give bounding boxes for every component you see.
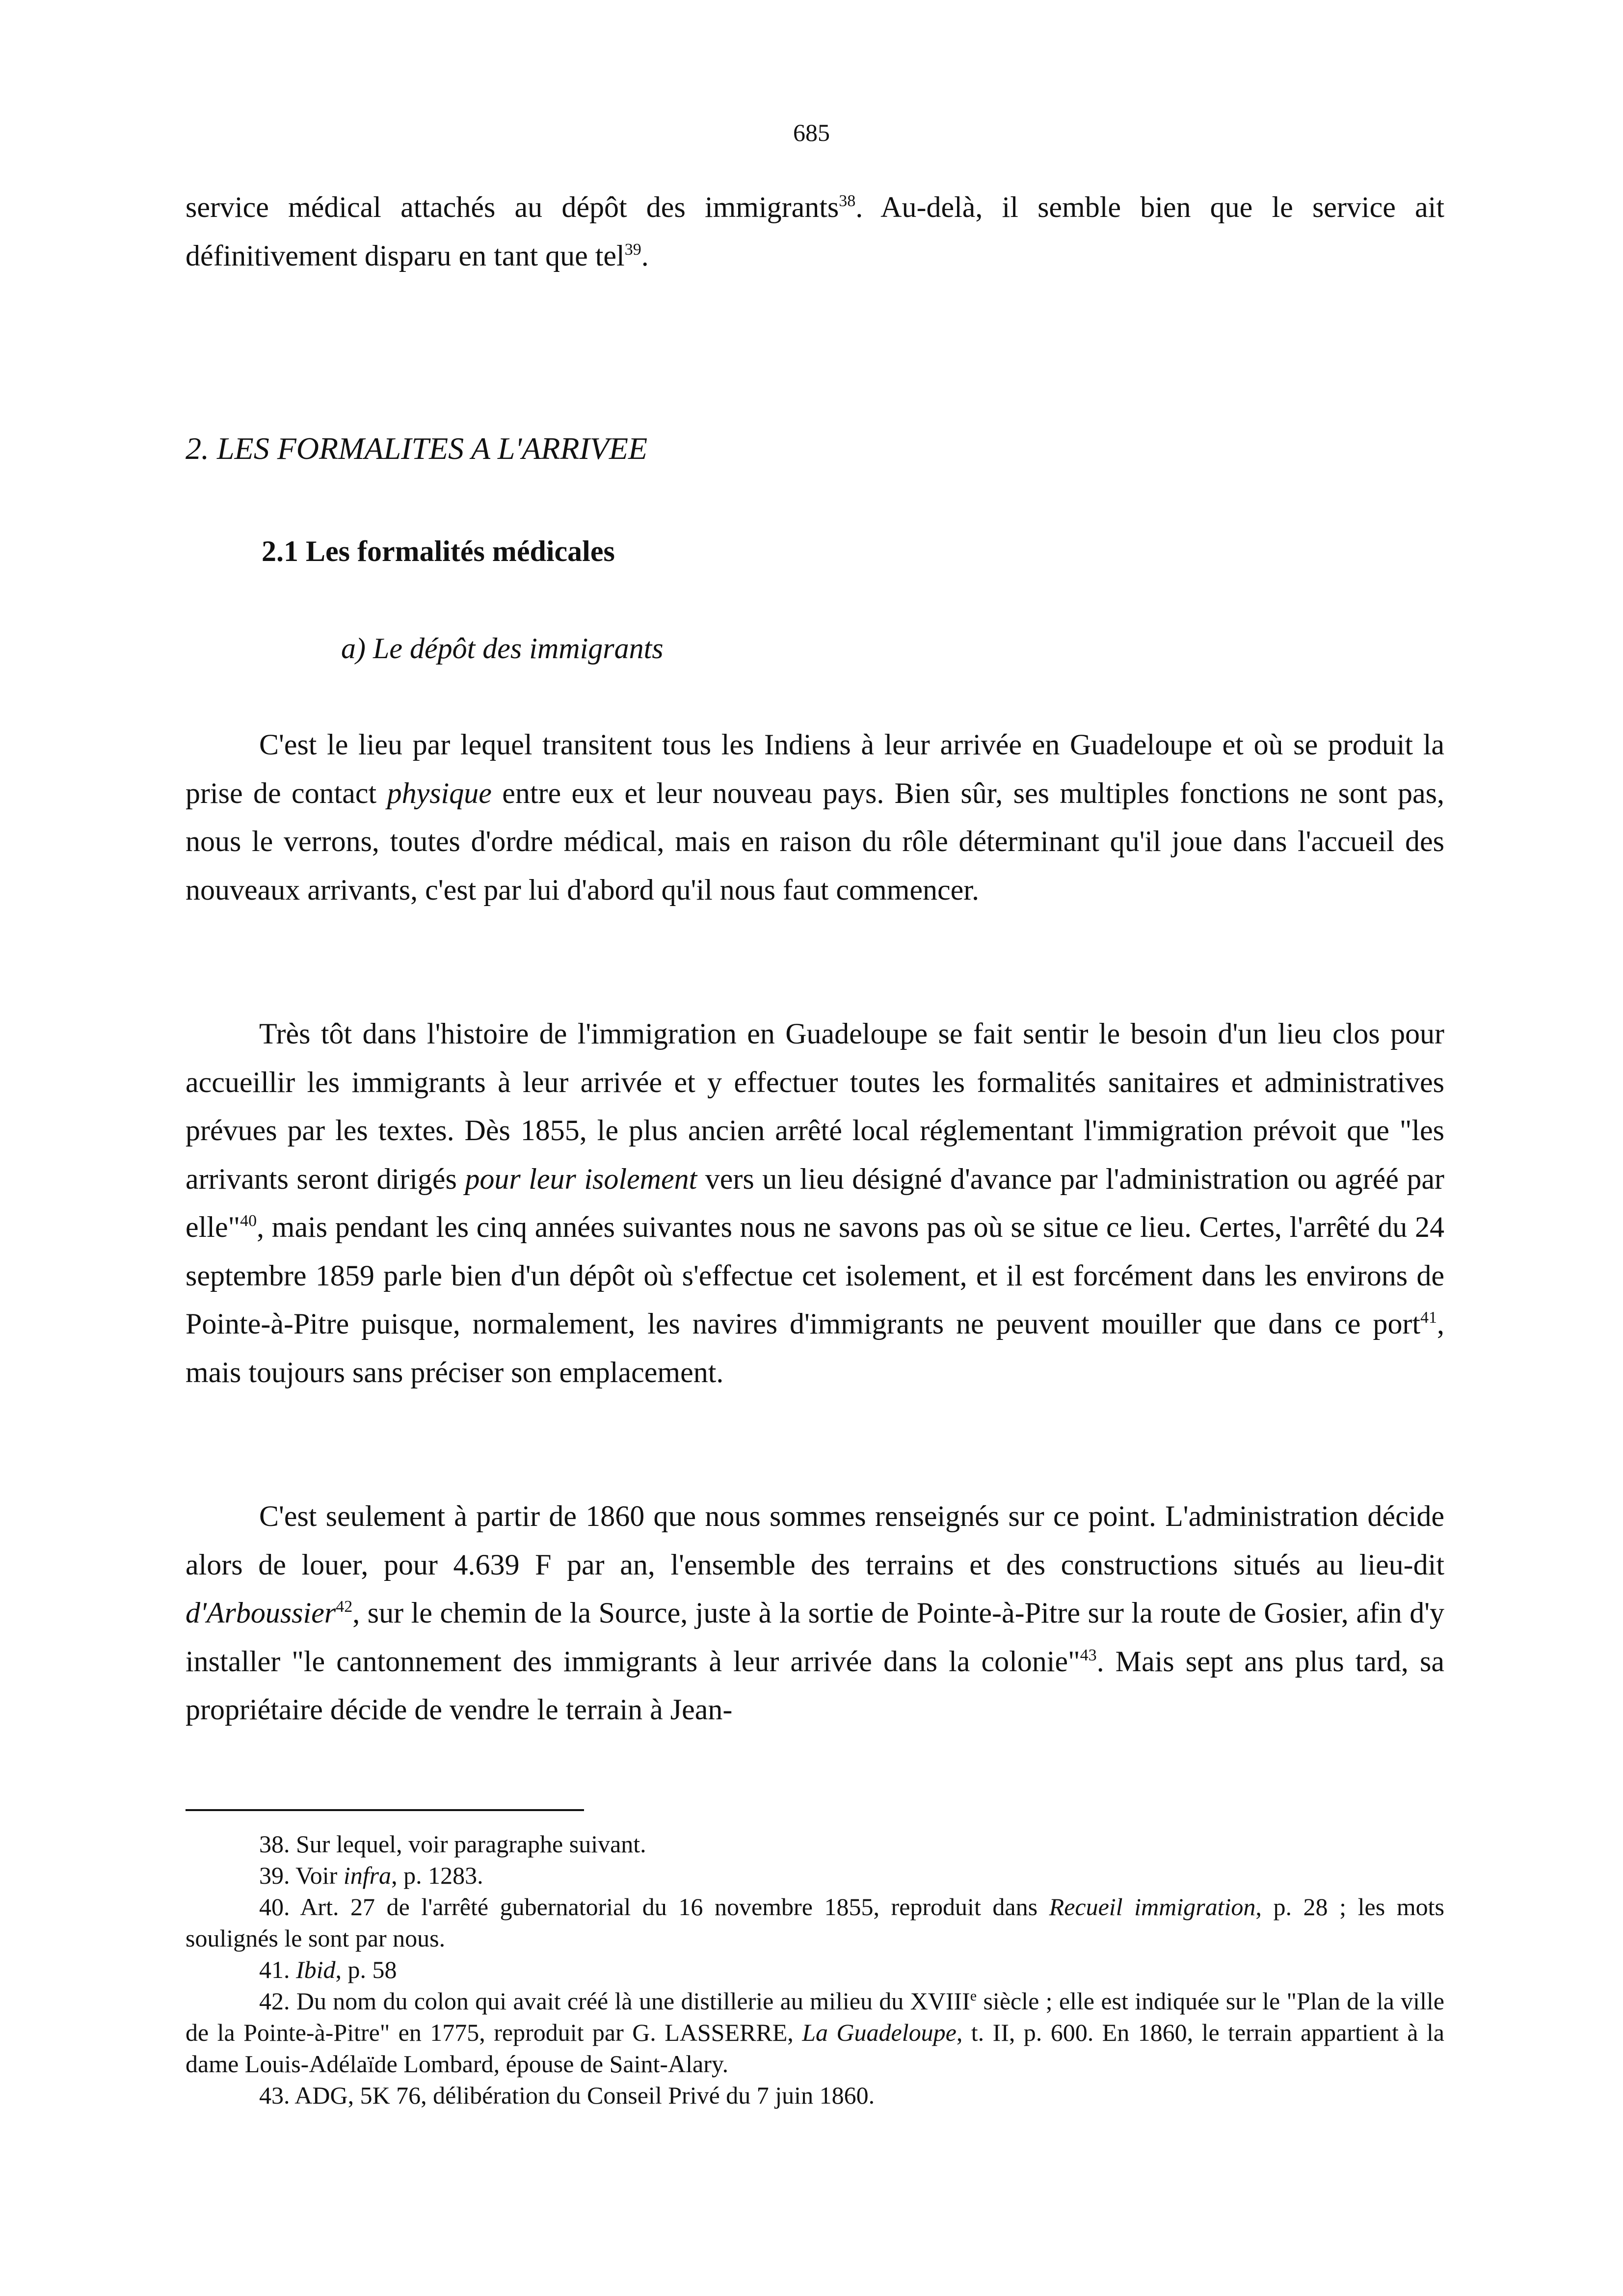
footnote-ref: 40 <box>240 1212 257 1230</box>
footnote-separator <box>186 1809 584 1811</box>
footnote-41: 41. Ibid, p. 58 <box>259 1956 397 1983</box>
intro-paragraph: service médical attachés au dépôt des immigrants$^{38}$. Au-delà, il semble bien que le service ait définitivement disparu en tant que tel$^{39}$. <box>186 191 1444 272</box>
footnote-ref: 38 <box>839 192 856 210</box>
body-paragraph-3: C'est seulement à partir de 1860 que nous sommes renseignés sur ce point. L'administration décide alors de louer, pour 4.639 F par an, l'ensemble des terrains et des constructions situés au lieu-dit d'Arboussier$^{42}$, sur le chemin de la Source, juste à la sortie de Pointe-à-Pitre sur la route de Gosier, afin d'y installer "le cantonnement des immigrants à leur arrivée dans la colonie"$^{43}$. Mais sept ans plus tard, sa propriétaire décide de vendre le terrain à Jean- <box>186 1500 1444 1726</box>
body-paragraph-1: C'est le lieu par lequel transitent tous les Indiens à leur arrivée en Guadeloupe et où se produit la prise de contact physique entre eux et leur nouveau pays. Bien sûr, ses multiples fonctions ne sont pas, nous le verrons, toutes d'ordre médical, mais en raison du rôle déterminant qu'il joue dans l'accueil des nouveaux arrivants, c'est par lui d'abord qu'il nous faut commencer. <box>186 728 1444 906</box>
subsubsection-heading: a) Le dépôt des immigrants <box>341 632 664 665</box>
footnote-40: 40. Art. 27 de l'arrêté gubernatorial du 16 novembre 1855, reproduit dans Recueil immigration, p. 28 ; les mots soulignés le sont par nous. <box>186 1893 1444 1952</box>
footnote-39: 39. Voir infra, p. 1283. <box>259 1862 483 1889</box>
footnotes <box>186 1828 1444 2111</box>
subsection-heading: 2.1 Les formalités médicales <box>262 535 615 567</box>
footnote-43: 43. ADG, 5K 76, délibération du Conseil Privé du 7 juin 1860. <box>259 2082 875 2109</box>
footnote-42: 42. Du nom du colon qui avait créé là une distillerie au milieu du XVIIIe siècle ; elle est indiquée sur le "Plan de la ville de la Pointe-à-Pitre" en 1775, reproduit par G. LASSERRE, La Guadeloupe, t. II, p. 600. En 1860, le terrain appartient à la dame Louis-Adélaïde Lombard, épouse de Saint-Alary. <box>186 1987 1444 2078</box>
section-heading: 2. LES FORMALITES A L'ARRIVEE <box>186 431 648 466</box>
footnote-ref: 41 <box>1420 1308 1437 1327</box>
footnote-ref: 39 <box>624 240 641 259</box>
page-number: 685 <box>793 119 830 146</box>
footnote-ref: 42 <box>336 1598 353 1616</box>
footnote-ref: 43 <box>1080 1646 1097 1664</box>
footnote-38: 38. Sur lequel, voir paragraphe suivant. <box>259 1830 646 1858</box>
body-paragraph-2: Très tôt dans l'histoire de l'immigration en Guadeloupe se fait sentir le besoin d'un lieu clos pour accueillir les immigrants à leur arrivée et y effectuer toutes les formalités sanitaires et administratives prévues par les textes. Dès 1855, le plus ancien arrêté local réglementant l'immigration prévoit que "les arrivants seront dirigés pour leur isolement vers un lieu désigné d'avance par l'administration ou agréé par elle"$^{40}$, mais pendant les cinq années suivantes nous ne savons pas où se situe ce lieu. Certes, l'arrêté du 24 septembre 1859 parle bien d'un dépôt où s'effectue cet isolement, et il est forcément dans les environs de Pointe-à-Pitre puisque, normalement, les navires d'immigrants ne peuvent mouiller que dans ce port$^{41}$, mais toujours sans préciser son emplacement. <box>186 1017 1445 1388</box>
